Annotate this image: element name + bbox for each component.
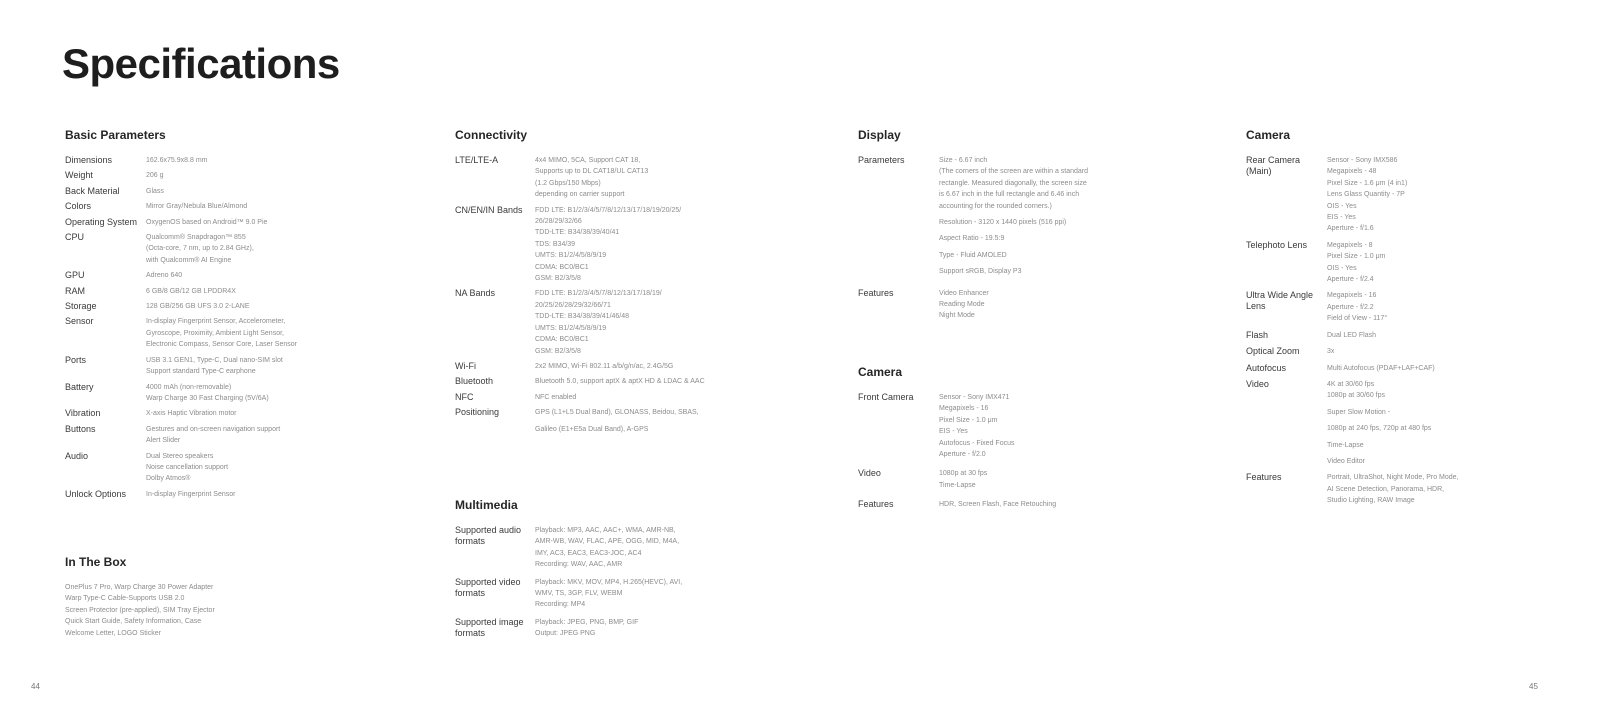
spec-row [65, 201, 297, 212]
spec-value-line: Recording: WAV, AAC, AMR [535, 561, 623, 569]
spec-value-line: Playback: JPEG, PNG, BMP, GIF [535, 618, 639, 626]
spec-label-line: Unlock Options [65, 488, 127, 499]
spec-list [858, 155, 1088, 322]
list-item: Warp Type-C Cable-Supports USB 2.0 [65, 595, 185, 603]
spec-value-line: 162.6x75.9x8.8 mm [146, 157, 208, 164]
spec-value [146, 424, 280, 447]
spec-row [65, 316, 297, 350]
in-the-box-section [65, 555, 215, 639]
spec-value-line: GSM: B2/3/5/8 [535, 275, 581, 283]
spec-value [535, 361, 673, 372]
spec-row [65, 489, 297, 500]
spec-row [1246, 346, 1459, 357]
spec-row [455, 361, 705, 372]
spec-value [535, 392, 576, 403]
spec-value-line: Megapixels - 8 [1327, 241, 1373, 249]
spec-value [146, 301, 250, 312]
spec-value-line: Type - Fluid AMOLED [939, 251, 1007, 259]
spec-value-line: Mirror Gray/Nebula Blue/Almond [146, 203, 248, 211]
spec-label-line: Features [858, 499, 894, 510]
spec-value-line: Night Mode [939, 312, 975, 320]
spec-row [1246, 379, 1459, 467]
spec-label [1246, 346, 1327, 357]
spec-label-line: formats [455, 587, 486, 598]
spec-label-line: Features [858, 287, 894, 298]
spec-value [146, 201, 247, 212]
spec-value-line: Size - 6.67 inch [939, 157, 988, 164]
spec-value-line: Warp Charge 30 Fast Charging (5V/6A) [146, 394, 269, 402]
spec-value [146, 270, 182, 281]
spec-list [455, 525, 682, 640]
section-heading: Basic Parameters [65, 128, 166, 142]
spec-label-line: Bluetooth [455, 376, 494, 387]
spec-label-line: Autofocus [1246, 362, 1287, 373]
spec-row [858, 468, 1056, 491]
spec-label [65, 301, 146, 312]
spec-row [1246, 330, 1459, 341]
spec-value-line: CDMA: BC0/BC1 [535, 263, 589, 271]
list-item: Quick Start Guide, Safety Information, Case [65, 618, 202, 626]
spec-value [146, 408, 237, 419]
spec-row [455, 376, 705, 387]
spec-row [65, 424, 297, 447]
spec-value-line: TDD-LTE: B34/38/39/40/41 [535, 229, 620, 237]
spec-value-line: Gyroscope, Proximity, Ambient Light Sensor, [146, 329, 284, 337]
spec-value [146, 186, 164, 197]
spec-label-line: Lens [1246, 301, 1266, 312]
spec-value [939, 392, 1014, 460]
spec-value-line: Dual LED Flash [1327, 331, 1377, 339]
spec-value [1327, 330, 1376, 341]
spec-value-line: Aperture - f/2.4 [1327, 276, 1374, 284]
spec-value-line: HDR, Screen Flash, Face Retouching [939, 501, 1057, 509]
spec-label [65, 217, 146, 228]
spec-label [65, 170, 146, 181]
spec-value-line: Portrait, UltraShot, Night Mode, Pro Mode, [1327, 474, 1459, 482]
spec-value-line: is 6.67 inch in the full rectangle and 6.46 inch [939, 191, 1080, 199]
spec-value-line: (The corners of the screen are within a standard [939, 168, 1089, 176]
spec-value [1327, 363, 1435, 374]
spec-value-line: AMR-WB, WAV, FLAC, APE, OGG, MID, M4A, [535, 538, 680, 546]
spec-label [1246, 363, 1327, 374]
spec-value-line: AI Scene Detection, Panorama, HDR, [1327, 485, 1445, 493]
page-number-right: 45 [1529, 682, 1538, 691]
spec-row [1246, 155, 1459, 235]
spec-label-line: Rear Camera [1246, 155, 1301, 165]
spec-value-line: In-display Fingerprint Sensor, Accelerometer, [146, 318, 286, 326]
spec-value-line: 1080p at 240 fps, 720p at 480 fps [1327, 425, 1432, 433]
spec-label-line: Ports [65, 354, 87, 365]
spec-label-line: Supported audio [455, 525, 522, 535]
spec-value-line: 206 g [146, 172, 164, 180]
spec-label [1246, 472, 1327, 506]
spec-value-line: Adreno 640 [146, 272, 183, 280]
spec-row [65, 355, 297, 378]
spec-value [1327, 346, 1334, 357]
spec-value-line: Resolution - 3120 x 1440 pixels (516 ppi) [939, 219, 1067, 227]
spec-value-line: Dual Stereo speakers [146, 452, 214, 460]
spec-value [1327, 290, 1387, 324]
spec-value-line: Field of View - 117° [1327, 315, 1388, 323]
spec-list [455, 155, 705, 435]
spec-label-line: Telephoto Lens [1246, 239, 1308, 250]
spec-value-line: 1080p at 30/60 fps [1327, 392, 1385, 400]
spec-label-line: Supported image [455, 616, 524, 627]
spec-row [455, 155, 705, 201]
spec-value-line: Support standard Type-C earphone [146, 368, 256, 376]
spec-row [1246, 290, 1459, 324]
spec-row [65, 155, 297, 166]
spec-row [65, 286, 297, 297]
spec-value-line: Video Editor [1327, 457, 1366, 465]
spec-label [455, 155, 535, 201]
spec-value-line: Bluetooth 5.0, support aptX & aptX HD & LDAC & AAC [535, 378, 705, 386]
spec-value-line: Video Enhancer [939, 289, 989, 297]
spec-label [65, 316, 146, 350]
spec-label [858, 288, 939, 322]
spec-label [1246, 290, 1327, 324]
spec-value-line: GSM: B2/3/5/8 [535, 347, 581, 355]
spec-row [65, 270, 297, 281]
spec-value-line: (Octa-core, 7 nm, up to 2.84 GHz), [146, 245, 254, 253]
spec-label-line: Features [1246, 472, 1282, 483]
spec-value-line: OxygenOS based on Android™ 9.0 Pie [146, 218, 268, 226]
multimedia-section [455, 498, 682, 646]
spec-label [455, 376, 535, 387]
spec-list [65, 155, 297, 500]
spec-value-line: Sensor - Sony IMX586 [1327, 157, 1398, 164]
spec-value-line: Playback: MP3, AAC, AAC+, WMA, AMR-NB, [535, 527, 676, 534]
section-heading: Connectivity [455, 128, 528, 142]
list-item: Welcome Letter, LOGO Sticker [65, 629, 161, 637]
spec-label-line: Weight [65, 170, 93, 181]
spec-value [939, 499, 1056, 510]
spec-value-line: 20/25/26/28/29/32/66/71 [535, 301, 611, 309]
spec-value [1327, 379, 1431, 467]
spec-label-line: Vibration [65, 408, 101, 419]
spec-value-line: NFC enabled [535, 393, 577, 401]
spec-value-line: Aspect Ratio - 19.5:9 [939, 235, 1005, 243]
spec-label [858, 392, 939, 460]
spec-label [1246, 330, 1327, 341]
spec-value-line: UMTS: B1/2/4/5/8/9/19 [535, 252, 607, 260]
spec-label-line: RAM [65, 285, 85, 296]
spec-row [858, 288, 1088, 322]
section-heading: Display [858, 128, 901, 142]
spec-value-line: X-axis Haptic Vibration motor [146, 410, 237, 418]
spec-label-line: Video [1246, 378, 1269, 389]
spec-label [455, 205, 535, 285]
spec-value-line: Pixel Size - 1.0 μm [939, 416, 998, 424]
spec-value-line: Time-Lapse [939, 481, 976, 489]
spec-label [1246, 240, 1327, 286]
spec-value-line: Lens Glass Quantity - 7P [1327, 191, 1405, 199]
spec-label-line: CN/EN/IN Bands [455, 204, 523, 215]
spec-value [939, 288, 989, 322]
spec-value-line: Alert Slider [146, 437, 181, 445]
spec-label [455, 392, 535, 403]
spec-label-line: CPU [65, 232, 85, 243]
spec-row [1246, 240, 1459, 286]
spec-value [535, 205, 681, 285]
spec-value-line: OIS - Yes [1327, 264, 1357, 272]
spec-list [1246, 155, 1459, 507]
spec-value-line: CDMA: BC0/BC1 [535, 336, 589, 344]
display-section [858, 128, 1088, 332]
spec-value-line: Studio Lighting, RAW Image [1327, 497, 1415, 505]
spec-list [858, 392, 1056, 511]
spec-row [65, 232, 297, 266]
spec-value [1327, 472, 1459, 506]
spec-value-line: Noise cancellation support [146, 463, 229, 471]
spec-value-line: USB 3.1 GEN1, Type-C, Dual nano-SIM slot [146, 356, 283, 364]
spec-label-line: Battery [65, 381, 94, 392]
spec-row [65, 408, 297, 419]
spec-label [455, 617, 535, 640]
spec-label-line: Operating System [65, 216, 138, 227]
spec-row [65, 451, 297, 485]
spec-value-line: depending on carrier support [535, 191, 625, 199]
spec-row [65, 217, 297, 228]
spec-value [939, 468, 987, 491]
connectivity-section [455, 128, 705, 439]
spec-label-line: GPU [65, 270, 85, 281]
spec-value-line: FDD LTE: B1/2/3/4/5/7/8/12/13/17/18/19/20/25/ [535, 206, 682, 214]
spec-value-line: Gestures and on-screen navigation support [146, 425, 281, 433]
spec-value-line: Galileo (E1+E5a Dual Band), A-GPS [535, 425, 649, 433]
spec-row [858, 155, 1088, 278]
rear-camera-section [1246, 128, 1459, 512]
spec-row [65, 170, 297, 181]
spec-value [535, 617, 638, 640]
spec-value-line: 4K at 30/60 fps [1327, 380, 1375, 388]
spec-label-line: Storage [65, 301, 97, 312]
spec-row [858, 392, 1056, 460]
in-the-box-list [65, 582, 215, 639]
spec-value-line: 4000 mAh (non-removable) [146, 383, 232, 391]
spec-value [146, 217, 267, 228]
spec-label [858, 155, 939, 278]
spec-label-line: formats [455, 536, 486, 546]
spec-value-line: Pixel Size - 1.0 μm [1327, 253, 1386, 261]
spec-row [455, 577, 682, 611]
spec-value-line: accounting for the rounded corners.) [939, 202, 1052, 210]
spec-value [535, 376, 705, 387]
list-item: Screen Protector (pre-applied), SIM Tray Ejector [65, 606, 215, 614]
spec-value-line: Super Slow Motion - [1327, 408, 1391, 416]
spec-label [65, 424, 146, 447]
spec-value-line: FDD LTE: B1/2/3/4/5/7/8/12/13/17/18/19/ [535, 290, 662, 298]
spec-row [1246, 472, 1459, 506]
spec-label-line: Colors [65, 201, 92, 212]
spec-value [535, 525, 679, 571]
spec-label-line: Parameters [858, 155, 905, 165]
page-number-left: 44 [31, 682, 40, 691]
spec-value-line: 26/28/29/32/66 [535, 218, 582, 226]
spec-row [455, 407, 705, 435]
spec-label [65, 451, 146, 485]
spec-value-line: with Qualcomm® AI Engine [146, 256, 232, 264]
spec-value-line: Reading Mode [939, 301, 985, 309]
spec-value-line: Multi Autofocus (PDAF+LAF+CAF) [1327, 364, 1435, 372]
spec-value-line: Supports up to DL CAT18/UL CAT13 [535, 168, 649, 176]
spec-value [1327, 240, 1386, 286]
spec-value-line: IMY, AC3, EAC3, EAC3-JOC, AC4 [535, 549, 642, 557]
spec-label [65, 186, 146, 197]
spec-label-line: NFC [455, 391, 474, 402]
spec-value-line: 1080p at 30 fps [939, 470, 988, 478]
spec-label-line: NA Bands [455, 288, 496, 299]
spec-value-line: Qualcomm® Snapdragon™ 855 [146, 234, 246, 242]
spec-row [858, 499, 1056, 510]
spec-value-line: Recording: MP4 [535, 601, 586, 609]
spec-value-line: EIS - Yes [939, 428, 968, 436]
spec-label-line: formats [455, 627, 486, 638]
spec-label [65, 270, 146, 281]
spec-value-line: In-display Fingerprint Sensor [146, 490, 236, 498]
spec-value [146, 232, 254, 266]
spec-row [455, 205, 705, 285]
spec-value-line: Electronic Compass, Sensor Core, Laser Sensor [146, 341, 297, 349]
spec-label [1246, 155, 1327, 235]
spec-value [146, 316, 297, 350]
spec-value-line: TDS: B34/39 [535, 240, 576, 248]
spec-label [455, 577, 535, 611]
spec-value-line: 3x [1327, 348, 1335, 356]
spec-value [939, 155, 1088, 278]
spec-label-line: Optical Zoom [1246, 346, 1300, 357]
spec-row [455, 617, 682, 640]
spec-label [65, 355, 146, 378]
spec-value-line: 4x4 MIMO, 5CA, Support CAT 18, [535, 157, 641, 164]
spec-value-line: TDD-LTE: B34/38/39/41/46/48 [535, 313, 630, 321]
spec-value [146, 355, 283, 378]
spec-label [1246, 379, 1327, 467]
section-heading: Camera [1246, 128, 1291, 142]
spec-value-line: WMV, TS, 3GP, FLV, WEBM [535, 590, 623, 598]
spec-value [1327, 155, 1407, 235]
spec-label-line: Positioning [455, 407, 500, 418]
spec-label [455, 288, 535, 356]
spec-value [535, 155, 648, 201]
spec-row [455, 392, 705, 403]
spec-row [455, 525, 682, 571]
spec-label [65, 201, 146, 212]
spec-label [455, 525, 535, 571]
spec-value-line: Time-Lapse [1327, 441, 1364, 449]
spec-label-line: Front Camera [858, 392, 914, 402]
spec-row [1246, 363, 1459, 374]
spec-label [65, 489, 146, 500]
spec-row [65, 301, 297, 312]
spec-label-line: Wi-Fi [455, 360, 476, 371]
spec-label-line: Sensor [65, 316, 94, 327]
spec-value-line: Aperture - f/2.2 [1327, 303, 1374, 311]
spec-value [535, 288, 662, 356]
spec-value-line: Aperture - f/1.6 [1327, 225, 1374, 233]
spec-label-line: LTE/LTE-A [455, 155, 499, 165]
spec-value [146, 170, 164, 181]
spec-row [65, 382, 297, 405]
spec-label-line: (Main) [1246, 166, 1272, 176]
spec-value-line: Megapixels - 16 [1327, 292, 1377, 300]
spec-label-line: Flash [1246, 329, 1269, 340]
spec-label-line: Supported video [455, 576, 521, 587]
spec-value [146, 451, 228, 485]
spec-value-line: rectangle. Measured diagonally, the screen size [939, 179, 1087, 187]
spec-label [65, 382, 146, 405]
spec-value-line: Megapixels - 48 [1327, 168, 1377, 176]
section-heading: Camera [858, 365, 903, 379]
spec-label-line: Audio [65, 450, 89, 461]
spec-value-line: Support sRGB, Display P3 [939, 268, 1022, 276]
spec-value [146, 382, 269, 405]
spec-value-line: Output: JPEG PNG [535, 630, 596, 638]
spec-label [858, 468, 939, 491]
spec-value-line: Pixel Size - 1.6 μm (4 in1) [1327, 179, 1408, 187]
spec-value-line: Sensor - Sony IMX471 [939, 394, 1010, 401]
spec-value-line: 2x2 MIMO, Wi-Fi 802.11 a/b/g/n/ac, 2.4G/5G [535, 362, 674, 370]
spec-value-line: 128 GB/256 GB UFS 3.0 2-LANE [146, 303, 250, 311]
spec-value [535, 577, 682, 611]
spec-label-line: Back Material [65, 185, 120, 196]
spec-label [65, 155, 146, 166]
spec-label-line: Dimensions [65, 155, 113, 165]
spec-value [146, 286, 236, 297]
page-title: Specifications [62, 40, 340, 87]
spec-value [535, 407, 699, 435]
spec-value-line: Megapixels - 16 [939, 405, 989, 413]
spec-label [858, 499, 939, 510]
spec-value-line: Autofocus - Fixed Focus [939, 439, 1015, 447]
spec-row [65, 186, 297, 197]
spec-row [455, 288, 705, 356]
spec-value [146, 489, 236, 500]
list-item: OnePlus 7 Pro, Warp Charge 30 Power Adapter [65, 584, 214, 591]
spec-value-line: Glass [146, 187, 164, 195]
spec-value-line: GPS (L1+L5 Dual Band), GLONASS, Beidou, SBAS, [535, 409, 699, 417]
basic-parameters-section [65, 128, 297, 504]
spec-label-line: Video [858, 468, 881, 479]
section-heading: Multimedia [455, 498, 518, 512]
spec-value-line: Playback: MKV, MOV, MP4, H.265(HEVC), AVI, [535, 578, 683, 586]
section-heading: In The Box [65, 555, 127, 569]
spec-value-line: Dolby Atmos® [146, 475, 191, 483]
spec-value-line: (1.2 Gbps/150 Mbps) [535, 179, 601, 187]
spec-value-line: EIS - Yes [1327, 214, 1356, 222]
spec-value-line: OIS - Yes [1327, 202, 1357, 210]
spec-label [65, 408, 146, 419]
spec-value [146, 155, 207, 166]
spec-value-line: UMTS: B1/2/4/5/8/9/19 [535, 324, 607, 332]
spec-value-line: Aperture - f/2.0 [939, 451, 986, 459]
spec-value-line: 6 GB/8 GB/12 GB LPDDR4X [146, 287, 236, 295]
spec-label [455, 407, 535, 435]
spec-label-line: Ultra Wide Angle [1246, 290, 1314, 301]
spec-label [65, 286, 146, 297]
spec-label-line: Buttons [65, 423, 96, 434]
spec-label [455, 361, 535, 372]
spec-label [65, 232, 146, 266]
front-camera-section [858, 365, 1056, 519]
